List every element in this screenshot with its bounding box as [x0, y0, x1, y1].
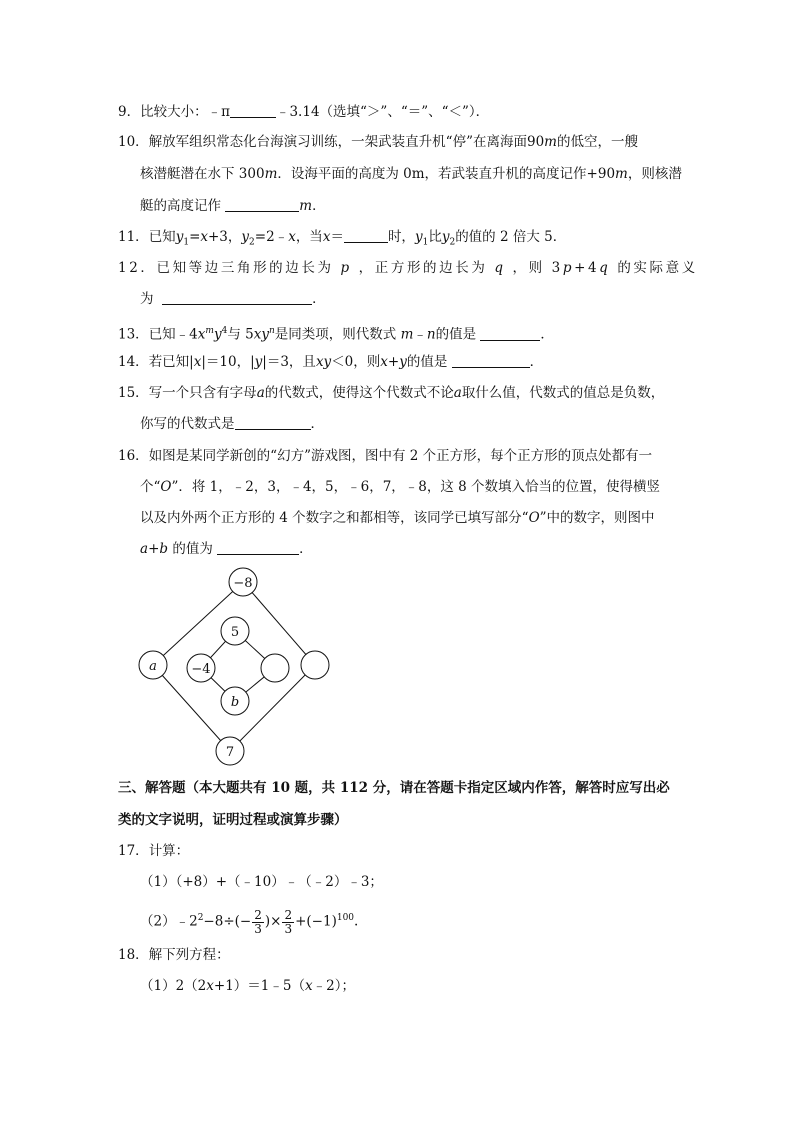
magic-square-figure — [135, 565, 335, 775]
question-9: 9．比较大小：﹣π ﹣3.14（选填“＞”、“＝”、“＜”）． — [118, 104, 490, 120]
question-15-line-1: 15．写一个只含有字母a的代数式，使得这个代数式不论a取什么值，代数式的值总是负数， — [118, 385, 665, 401]
answer-blank-12[interactable] — [162, 290, 312, 305]
question-18-part-1: （1）2（2x+1）＝1﹣5（x﹣2）； — [140, 978, 355, 994]
question-13: 13．已知$﹣4x^my^4$与 $5xy^n$是同类项，则代数式 m﹣n的值是 ． — [118, 326, 554, 343]
node-inner-right — [261, 654, 289, 682]
question-10-line-3: 艇的高度记作 m． — [140, 198, 326, 214]
node-label-outer-top: −8 — [233, 576, 253, 591]
fraction-2: $\frac{2}{3}$ — [284, 907, 293, 936]
question-16-line-1: 16．如图是某同学新创的“幻方”游戏图，图中有 2 个正方形，每个正方形的顶点处都有一 — [118, 448, 653, 464]
node-outer-right — [301, 651, 329, 679]
fraction-1: $\frac{2}{3}$ — [254, 907, 262, 936]
section-3-heading-line-1: 三、解答题（本大题共有 10 题，共 112 分，请在答题卡指定区域内作答，解答时应写出必 — [118, 780, 670, 796]
question-10-line-2: 核潜艇潜在水下 300m．设海平面的高度为 0m，若武装直升机的高度记作+90m，则核潜 — [140, 166, 682, 182]
question-18-title: 18．解下列方程： — [118, 947, 230, 963]
outer-edge — [243, 582, 315, 665]
node-label-inner-left: −4 — [191, 662, 211, 677]
node-label-outer-bottom: 7 — [225, 745, 235, 760]
question-10-line-1: 10．解放军组织常态化台海演习训练，一架武装直升机“停”在离海面90m的低空，一艘 — [118, 134, 638, 150]
answer-blank-13[interactable] — [480, 326, 540, 341]
question-15-line-2: 你写的代数式是 ． — [140, 416, 324, 432]
question-17-part-2: $(2)﹣2^2-8\div(-$ $\frac{2}{3}$ )× $\frac{2}{3}$ $+(-1)^{100}$. — [140, 907, 359, 936]
section-3-heading-line-2: 类的文字说明，证明过程或演算步骤） — [118, 812, 348, 828]
answer-blank-14[interactable] — [452, 353, 530, 368]
answer-blank-9[interactable] — [230, 103, 276, 118]
node-label-inner-top: 5 — [230, 625, 240, 640]
question-12-line-2: 为 ． — [140, 291, 326, 307]
node-label-inner-bottom: b — [230, 695, 240, 710]
question-17-title: 17．计算： — [118, 843, 190, 859]
question-17-part-1: （1）（+8）+（﹣10）﹣（﹣2）﹣3； — [140, 874, 383, 890]
question-14: 14．若已知|x|＝10，|y|＝3，且xy＜0，则x+y的值是 ． — [118, 354, 544, 370]
answer-blank-16[interactable] — [217, 540, 299, 555]
question-11: 11．已知$y_1=x+3$，$y_2=2﹣x$，当x＝ 时，$y_1$比$y_2$的值的 2 倍大 5． — [118, 229, 567, 248]
question-16-line-4: a+b 的值为 ． — [140, 541, 313, 557]
question-16-line-3: 以及内外两个正方形的 4 个数字之和都相等，该同学已填写部分“O”中的数字，则图中 — [140, 510, 655, 526]
question-12-line-1: 12．已知等边三角形的边长为 p ，正方形的边长为 q ，则 3p+4q 的实际意义 — [118, 260, 698, 276]
question-16-line-2: 个“O”．将 1，﹣2，3，﹣4，5，﹣6，7，﹣8，这 8 个数填入恰当的位置，使得横竖 — [140, 479, 661, 495]
answer-blank-10[interactable] — [225, 197, 299, 212]
node-label-outer-left: a — [149, 659, 157, 674]
answer-blank-11[interactable] — [344, 228, 388, 243]
answer-blank-15[interactable] — [235, 415, 311, 430]
